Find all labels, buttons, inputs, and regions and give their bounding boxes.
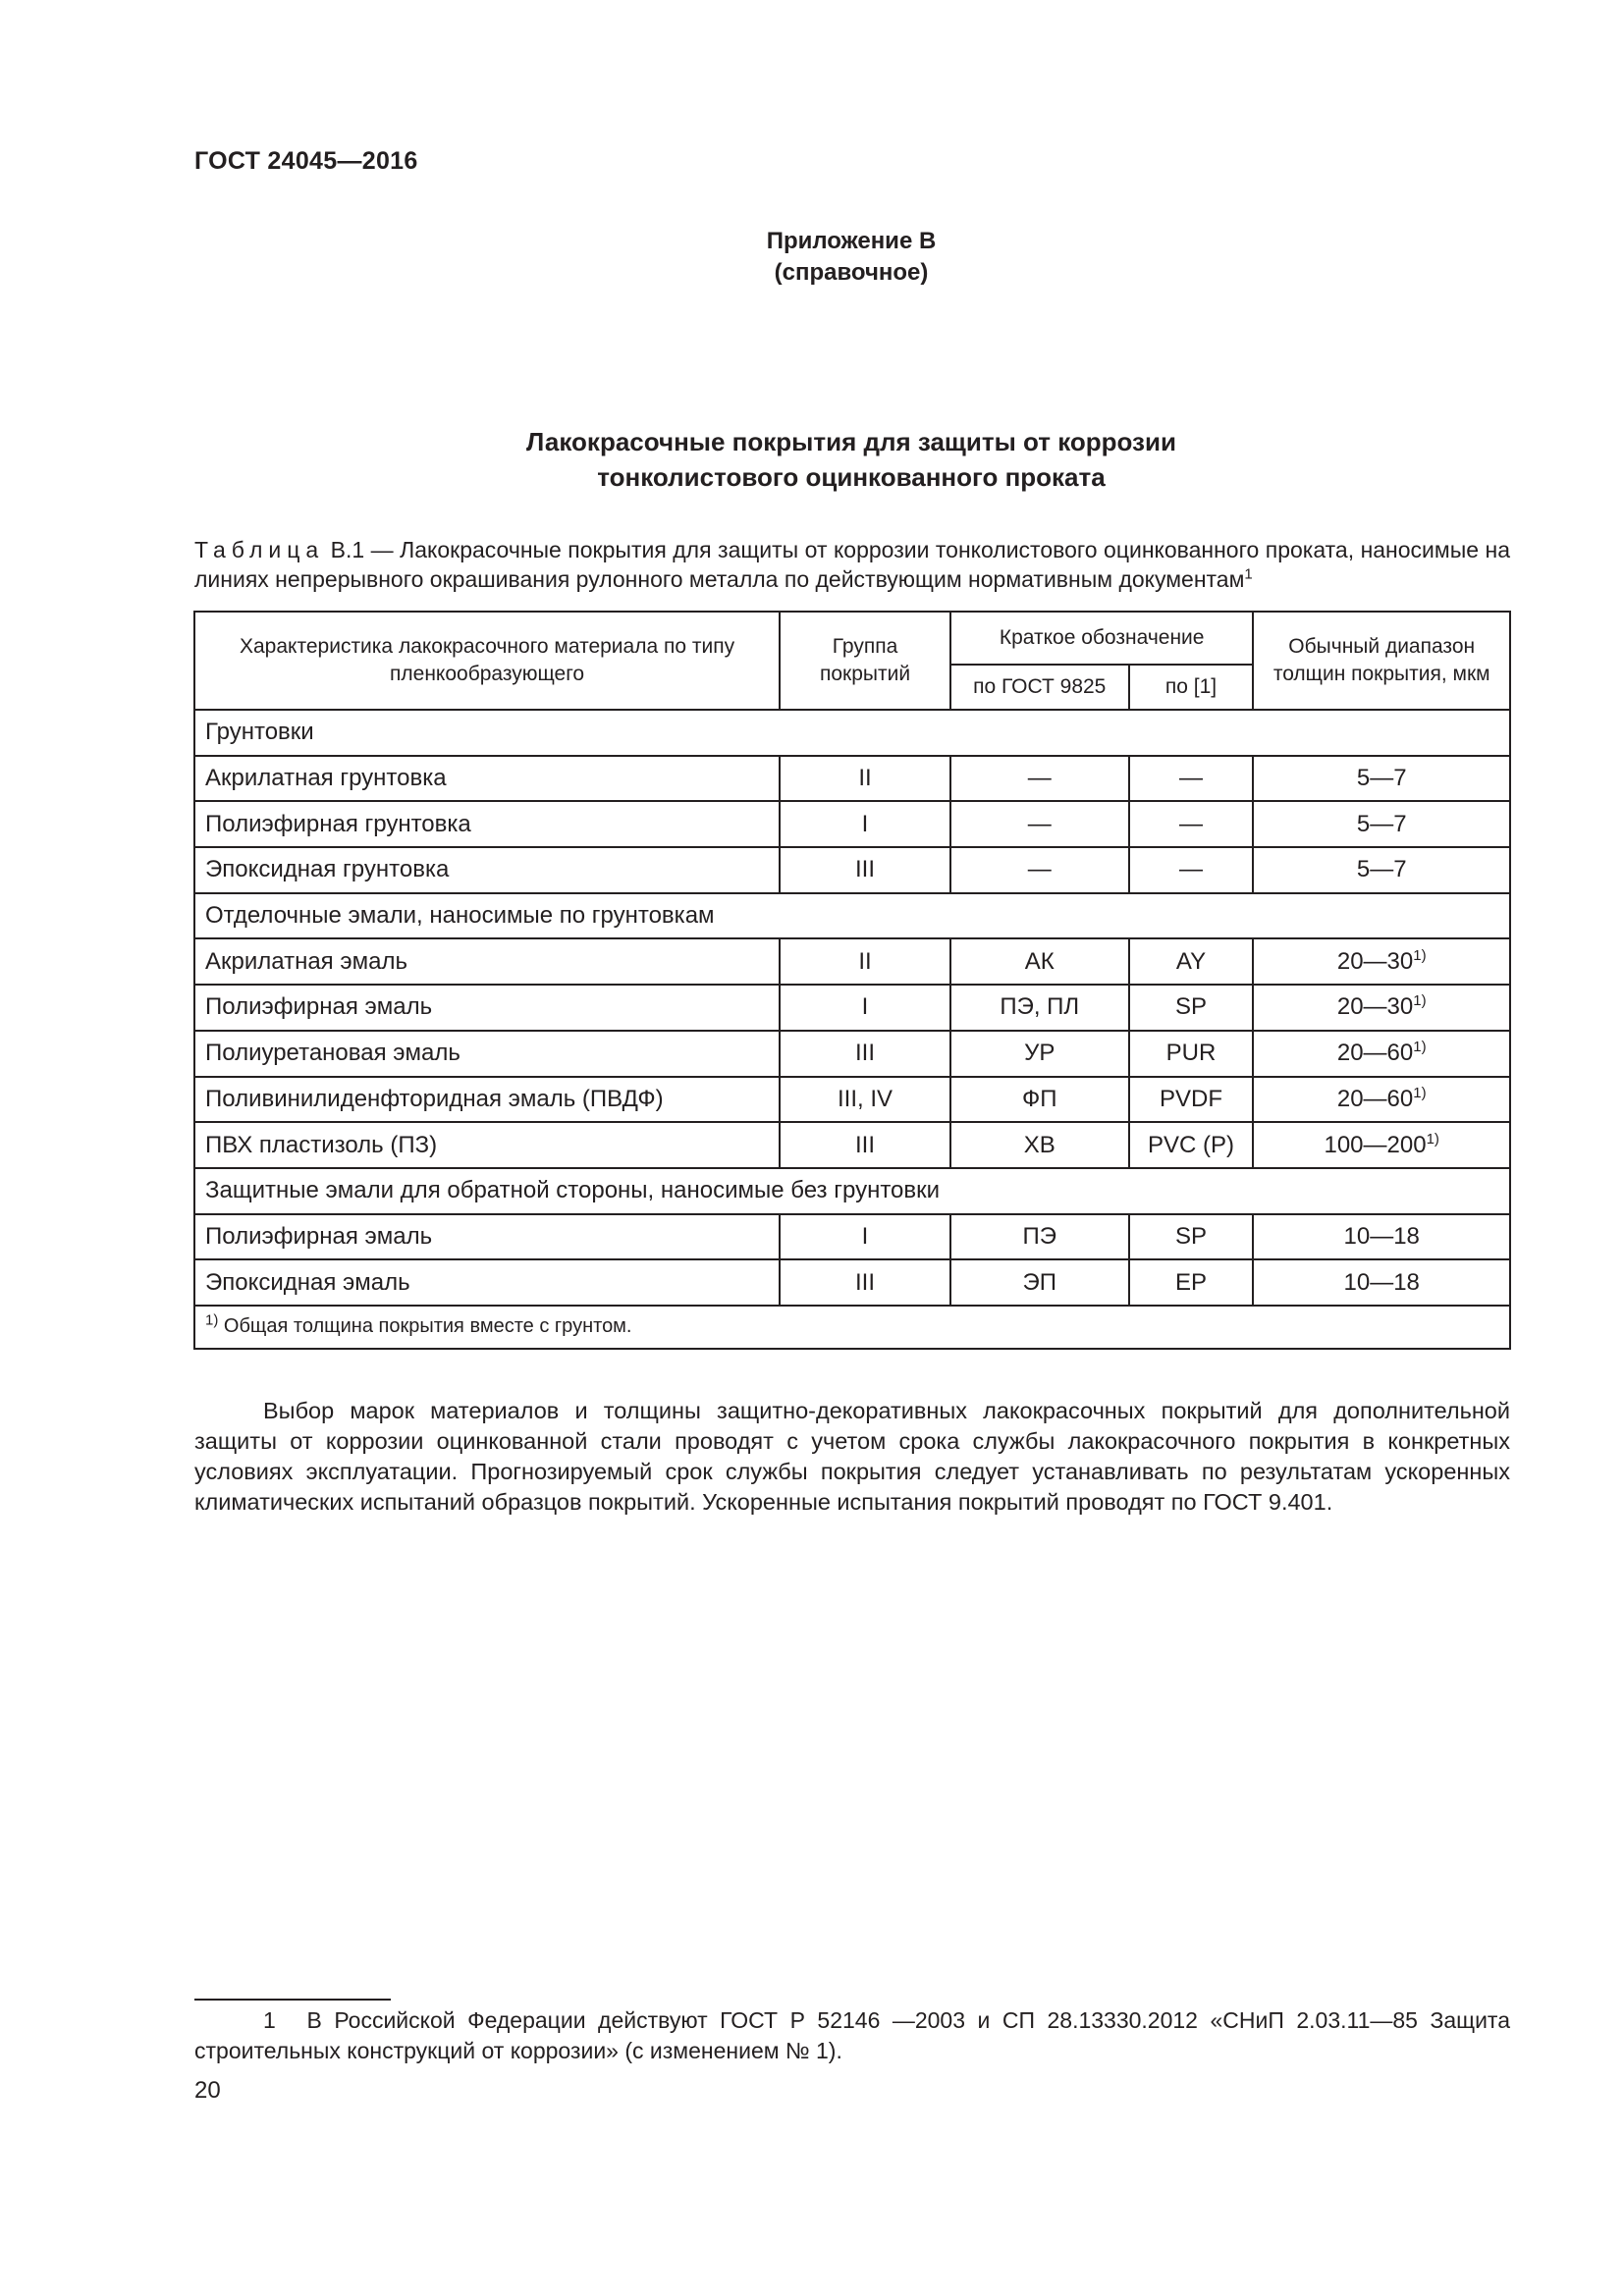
section-title-line2: тонколистового оцинкованного проката xyxy=(597,462,1106,492)
cell-group xyxy=(780,1214,950,1260)
annex-title: Приложение В xyxy=(766,228,937,254)
cell-ref-1-value: PUR xyxy=(1165,1040,1217,1067)
table-caption-note-ref: 1 xyxy=(1244,565,1253,583)
cell-thickness-value: 10—18 xyxy=(1343,1222,1420,1250)
footnote-number: 1 xyxy=(263,2007,276,2033)
cell-gost-9825-value: УР xyxy=(1024,1040,1056,1067)
cell-gost-9825-value: АК xyxy=(1024,947,1055,975)
cell-ref-1-value: — xyxy=(1178,856,1203,883)
cell-thickness xyxy=(1253,1122,1510,1168)
header-thickness: Обычный диапазон толщин покрытия, мкм xyxy=(1253,612,1510,710)
cell-thickness xyxy=(1253,1259,1510,1306)
cell-ref-1-value: PVDF xyxy=(1159,1085,1222,1112)
table-footnote-mark: 1) xyxy=(205,1311,219,1329)
table-body xyxy=(194,710,1510,1306)
cell-group xyxy=(780,1031,950,1077)
page-number: 20 xyxy=(194,2077,221,2104)
body-paragraph xyxy=(194,1396,1510,1518)
cell-material-name-value: Эпоксидная эмаль xyxy=(205,1268,410,1296)
cell-material-name xyxy=(194,1259,780,1306)
cell-group xyxy=(780,938,950,985)
cell-material-name xyxy=(194,756,780,802)
cell-group xyxy=(780,1122,950,1168)
footnote-divider xyxy=(194,1999,391,2001)
cell-gost-9825-value: — xyxy=(1027,856,1052,883)
header-group: Группа покрытий xyxy=(780,612,950,710)
cell-material-name-value: Полиэфирная эмаль xyxy=(205,993,433,1021)
cell-ref-1-value: — xyxy=(1178,765,1203,792)
table-caption-label: Таблица xyxy=(194,537,325,562)
cell-thickness-value: 5—7 xyxy=(1356,765,1407,792)
cell-material-name xyxy=(194,1122,780,1168)
cell-thickness xyxy=(1253,1077,1510,1123)
table-footnote xyxy=(194,1306,1510,1349)
table-row xyxy=(194,1259,1510,1306)
cell-material-name-value: Полиэфирная эмаль xyxy=(205,1222,433,1250)
thickness-note-ref: 1) xyxy=(1413,992,1427,1010)
cell-thickness-value: 20—60 xyxy=(1336,1085,1414,1112)
table-group-row xyxy=(194,710,1510,756)
cell-ref-1 xyxy=(1129,847,1254,893)
table-row xyxy=(194,801,1510,847)
cell-ref-1 xyxy=(1129,985,1254,1031)
table-row xyxy=(194,1214,1510,1260)
table-group-row xyxy=(194,1168,1510,1214)
cell-gost-9825-value: ЭП xyxy=(1022,1268,1056,1296)
cell-group xyxy=(780,847,950,893)
cell-gost-9825-value: — xyxy=(1027,765,1052,792)
cell-ref-1 xyxy=(1129,1259,1254,1306)
cell-material-name xyxy=(194,985,780,1031)
table-row xyxy=(194,1077,1510,1123)
cell-thickness xyxy=(1253,1214,1510,1260)
cell-ref-1-value: — xyxy=(1178,810,1203,837)
header-gost-9825: по ГОСТ 9825 xyxy=(950,665,1129,710)
cell-ref-1 xyxy=(1129,1031,1254,1077)
cell-group-value: I xyxy=(861,993,869,1021)
cell-material-name xyxy=(194,1214,780,1260)
header-ref-1: по [1] xyxy=(1129,665,1254,710)
cell-ref-1 xyxy=(1129,801,1254,847)
cell-thickness-value: 10—18 xyxy=(1343,1268,1420,1296)
cell-material-name xyxy=(194,1077,780,1123)
cell-gost-9825 xyxy=(950,756,1129,802)
section-title xyxy=(194,424,1508,495)
cell-ref-1 xyxy=(1129,938,1254,985)
cell-thickness-value: 20—30 xyxy=(1336,993,1414,1021)
table-caption xyxy=(194,535,1510,594)
cell-ref-1-value: SP xyxy=(1174,1222,1207,1250)
cell-gost-9825 xyxy=(950,1122,1129,1168)
cell-material-name-value: Полиуретановая эмаль xyxy=(205,1040,460,1067)
cell-thickness-value: 20—30 xyxy=(1336,947,1414,975)
cell-thickness-value: 100—200 xyxy=(1324,1131,1427,1158)
footnote-text: В Российской Федерации действуют ГОСТ Р 52146 —2003 и СП 28.13330.2012 «СНиП 2.03.11—85 Защита строительных конструкций от коррозии» (с изменением № 1). xyxy=(194,2007,1510,2063)
cell-gost-9825 xyxy=(950,847,1129,893)
cell-group xyxy=(780,1077,950,1123)
cell-gost-9825-value: — xyxy=(1027,810,1052,837)
header-material: Характеристика лакокрасочного материала по типу пленкообразующего xyxy=(194,612,780,710)
table-row xyxy=(194,847,1510,893)
cell-thickness-value: 5—7 xyxy=(1356,810,1407,837)
thickness-note-ref: 1) xyxy=(1413,1084,1427,1101)
cell-gost-9825 xyxy=(950,938,1129,985)
cell-material-name-value: Эпоксидная грунтовка xyxy=(205,856,450,883)
cell-group xyxy=(780,801,950,847)
cell-gost-9825-value: ФП xyxy=(1021,1085,1057,1112)
cell-thickness xyxy=(1253,756,1510,802)
table-row xyxy=(194,985,1510,1031)
cell-group-value: II xyxy=(858,947,872,975)
thickness-note-ref: 1) xyxy=(1413,946,1427,964)
cell-material-name-value: Поливинилиденфторидная эмаль (ПВДФ) xyxy=(205,1085,664,1112)
section-title-line1: Лакокрасочные покрытия для защиты от коррозии xyxy=(526,427,1176,456)
cell-ref-1 xyxy=(1129,1077,1254,1123)
table-footnote-text: Общая толщина покрытия вместе с грунтом. xyxy=(223,1315,632,1338)
cell-material-name-value: ПВХ пластизоль (ПЗ) xyxy=(205,1131,438,1158)
cell-gost-9825 xyxy=(950,801,1129,847)
table-group-title: Грунтовки xyxy=(194,710,1510,756)
cell-gost-9825 xyxy=(950,1259,1129,1306)
cell-group-value: II xyxy=(858,765,872,792)
cell-thickness xyxy=(1253,1031,1510,1077)
cell-ref-1 xyxy=(1129,1122,1254,1168)
cell-thickness xyxy=(1253,938,1510,985)
cell-gost-9825 xyxy=(950,1214,1129,1260)
body-text: Выбор марок материалов и толщины защитно-декоративных лакокрасочных покрытий для дополнительной защиты от коррозии оцинкованной стали проводят с учетом срока службы лакокрасочного покрытия в конкретных условиях эксплуатации. Прогнозируемый срок службы покрытия следует устанавливать по результатам ускоренных климатических испытаний образцов покрытий. Ускоренные испытания покрытий проводят по ГОСТ 9.401. xyxy=(194,1398,1510,1515)
cell-ref-1-value: SP xyxy=(1174,993,1207,1021)
thickness-note-ref: 1) xyxy=(1413,1039,1427,1056)
cell-ref-1 xyxy=(1129,1214,1254,1260)
table-row xyxy=(194,1031,1510,1077)
cell-group-value: III xyxy=(855,1040,876,1067)
annex-heading xyxy=(194,226,1508,289)
cell-gost-9825 xyxy=(950,1031,1129,1077)
table-caption-text: В.1 — Лакокрасочные покрытия для защиты от коррозии тонколистового оцинкованного проката, наносимые на линиях непрерывного окрашивания рулонного металла по действующим нормативным документам xyxy=(194,537,1511,592)
cell-group-value: I xyxy=(861,810,869,837)
table-group-row xyxy=(194,893,1510,939)
table-group-title: Защитные эмали для обратной стороны, наносимые без грунтовки xyxy=(194,1168,1510,1214)
cell-ref-1-value: EP xyxy=(1174,1268,1207,1296)
thickness-note-ref: 1) xyxy=(1426,1130,1439,1148)
cell-group xyxy=(780,985,950,1031)
cell-gost-9825-value: ПЭ, ПЛ xyxy=(1000,993,1080,1021)
cell-ref-1-value: PVC (P) xyxy=(1147,1131,1234,1158)
cell-material-name xyxy=(194,847,780,893)
cell-group-value: III xyxy=(855,856,876,883)
cell-group xyxy=(780,1259,950,1306)
coatings-table xyxy=(193,611,1511,1350)
cell-thickness xyxy=(1253,847,1510,893)
annex-subtitle: (справочное) xyxy=(774,259,929,286)
cell-material-name-value: Полиэфирная грунтовка xyxy=(205,810,471,837)
table-row xyxy=(194,756,1510,802)
cell-ref-1 xyxy=(1129,756,1254,802)
cell-group-value: III, IV xyxy=(838,1085,893,1112)
cell-material-name xyxy=(194,938,780,985)
cell-gost-9825-value: ПЭ xyxy=(1022,1222,1056,1250)
table-group-title: Отделочные эмали, наносимые по грунтовкам xyxy=(194,893,1510,939)
cell-group-value: I xyxy=(861,1222,869,1250)
cell-thickness-value: 5—7 xyxy=(1356,856,1407,883)
document-code: ГОСТ 24045—2016 xyxy=(194,147,418,175)
cell-gost-9825 xyxy=(950,1077,1129,1123)
cell-gost-9825 xyxy=(950,985,1129,1031)
cell-material-name xyxy=(194,1031,780,1077)
cell-thickness xyxy=(1253,801,1510,847)
cell-group-value: III xyxy=(855,1268,876,1296)
page-footnote xyxy=(194,2005,1510,2066)
cell-gost-9825-value: ХВ xyxy=(1023,1131,1056,1158)
cell-group xyxy=(780,756,950,802)
cell-group-value: III xyxy=(855,1131,876,1158)
cell-material-name xyxy=(194,801,780,847)
cell-ref-1-value: AY xyxy=(1175,947,1207,975)
cell-material-name-value: Акрилатная грунтовка xyxy=(205,765,447,792)
table-row xyxy=(194,938,1510,985)
cell-thickness xyxy=(1253,985,1510,1031)
cell-thickness-value: 20—60 xyxy=(1336,1040,1414,1067)
table-row xyxy=(194,1122,1510,1168)
header-short-designation: Краткое обозначение xyxy=(950,612,1254,665)
cell-material-name-value: Акрилатная эмаль xyxy=(205,947,407,975)
